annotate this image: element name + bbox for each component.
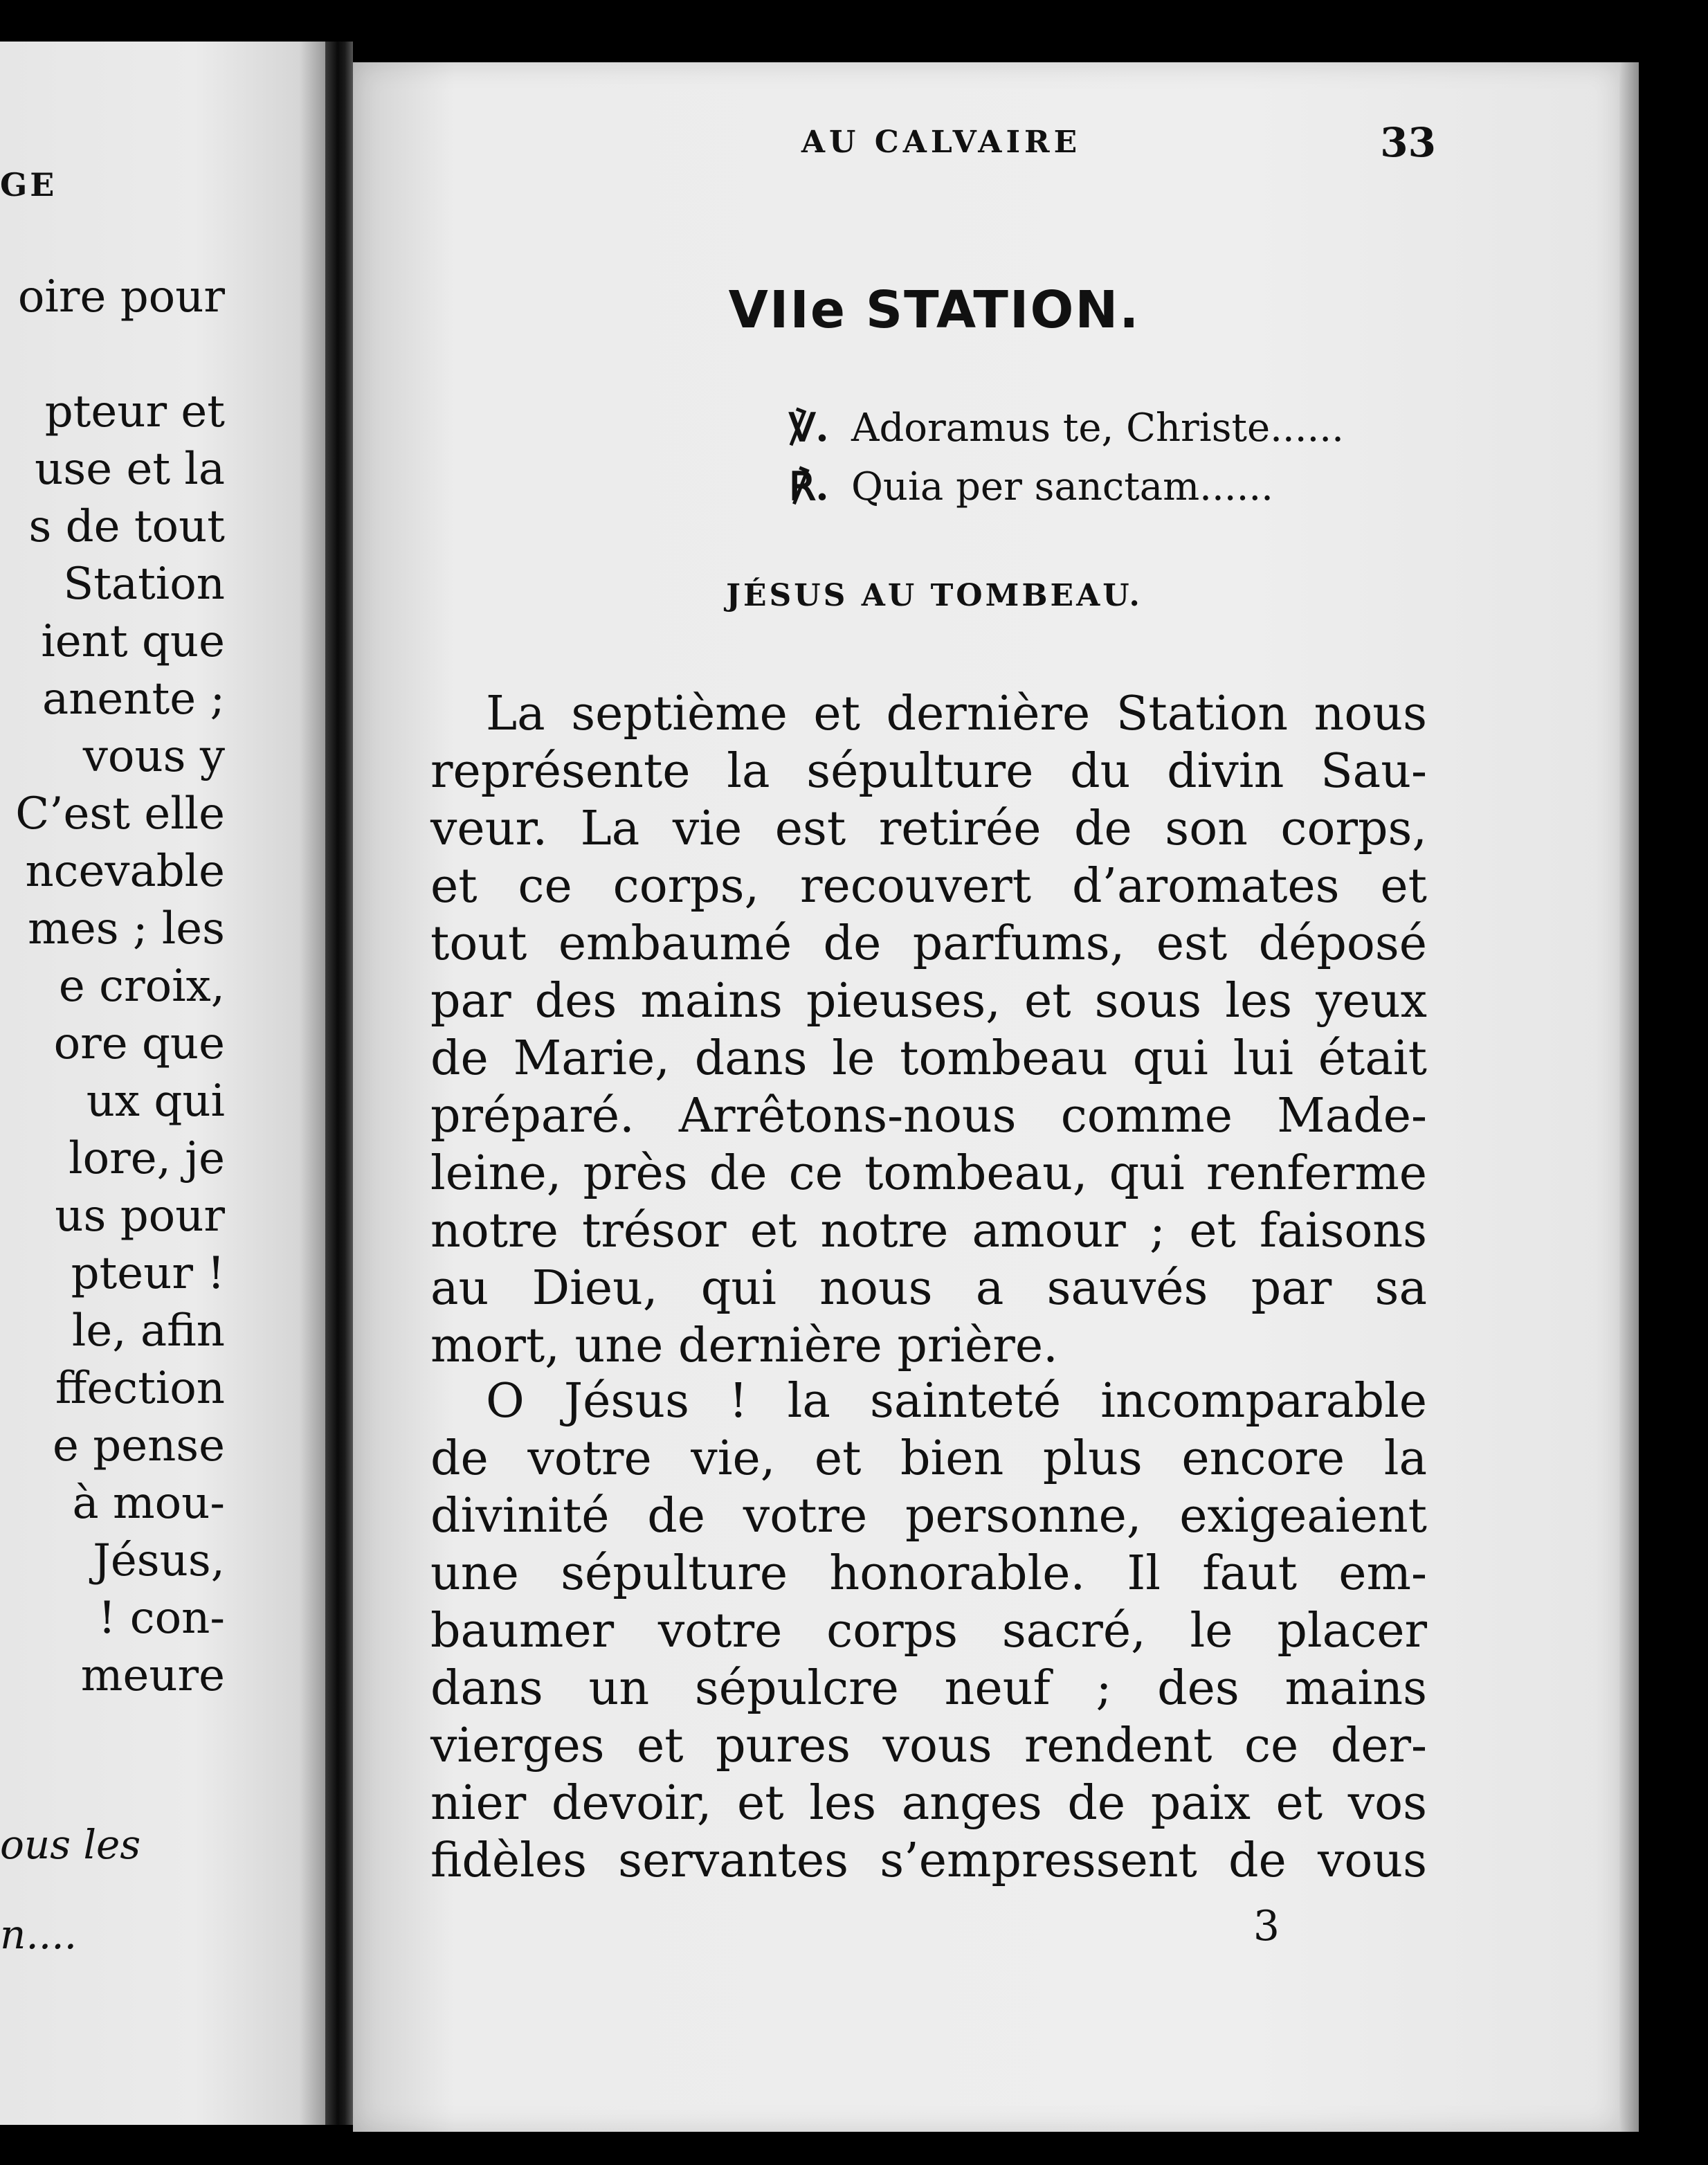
paragraph-line: mort, une dernière prière. — [430, 1319, 1058, 1373]
text-line: use et la — [35, 444, 225, 495]
text-line: à mou- — [72, 1478, 225, 1529]
page-edge-shadow — [1619, 62, 1639, 2132]
paragraph-line: par des mains pieuses, et sous les yeux — [430, 974, 1427, 1029]
response-symbol: ℟. — [789, 464, 829, 509]
running-head: AU CALVAIRE — [801, 125, 1082, 160]
text-line: oire pour — [17, 271, 225, 323]
text-line: lore, je — [69, 1133, 225, 1184]
text-line: ncevable — [25, 846, 225, 897]
paragraph-line: préparé. Arrêtons-nous comme Made- — [430, 1089, 1427, 1143]
page-number: 33 — [1380, 119, 1436, 166]
paragraph-line: baumer votre corps sacré, le placer — [430, 1604, 1427, 1658]
versicle-text: Adoramus te, Christe...... — [851, 406, 1344, 451]
paragraph-line: notre trésor et notre amour ; et faisons — [430, 1204, 1427, 1258]
text-line: ux qui — [86, 1076, 225, 1127]
paragraph-line: dans un sépulcre neuf ; des mains — [430, 1661, 1427, 1716]
text-line: mes ; les — [28, 903, 225, 954]
text-line: C’est elle — [15, 788, 225, 840]
text-line: ffection — [55, 1363, 225, 1414]
text-line: le, afin — [71, 1305, 225, 1357]
paragraph-line: La septième et dernière Station nous — [486, 687, 1427, 741]
previous-page-running-head: GE — [0, 166, 57, 203]
versicle-symbol: ℣. — [789, 405, 829, 451]
previous-page-italic-text — [0, 1800, 163, 1980]
text-line: ! con- — [98, 1593, 225, 1644]
paragraph-line: et ce corps, recouvert d’aromates et — [430, 859, 1427, 914]
text-line: anente ; — [42, 673, 225, 725]
text-line: pteur et — [44, 386, 225, 437]
paragraph-line: divinité de votre personne, exigeaient — [430, 1489, 1427, 1543]
text-line — [0, 326, 225, 383]
text-line: e croix, — [58, 961, 225, 1012]
text-line: us pour — [55, 1190, 225, 1242]
text-line: ient que — [41, 616, 225, 667]
versicle-line — [789, 405, 1439, 451]
paragraph-line: O Jésus ! la sainteté incomparable — [486, 1374, 1427, 1429]
text-line: Jésus, — [93, 1535, 225, 1586]
paragraph-line: fidèles servantes s’empressent de vous — [430, 1833, 1427, 1888]
signature-mark: 3 — [1253, 1902, 1280, 1950]
text-line: meure — [80, 1650, 225, 1701]
paragraph-line: de Marie, dans le tombeau qui lui était — [430, 1031, 1427, 1086]
text-line: vous y — [82, 731, 225, 782]
paragraph-line: de votre vie, et bien plus encore la — [430, 1431, 1427, 1486]
paragraph-line: leine, près de ce tombeau, qui renferme — [430, 1146, 1427, 1201]
paragraph-line: nier devoir, et les anges de paix et vos — [430, 1776, 1427, 1831]
station-title: VIIe STATION. — [728, 280, 1141, 340]
response-line — [789, 464, 1439, 509]
paragraph-prayer — [430, 1373, 1427, 1890]
italic-line: n.... — [0, 1911, 78, 1958]
text-line: Station — [63, 559, 225, 610]
paragraph-line: au Dieu, qui nous a sauvés par sa — [430, 1261, 1427, 1316]
paragraph-line: représente la sépulture du divin Sau- — [430, 744, 1427, 799]
section-subtitle: JÉSUS AU TOMBEAU. — [726, 578, 1143, 613]
book-binding-gutter — [325, 42, 353, 2125]
previous-page-text — [0, 269, 225, 1705]
paragraph-line: une sépulture honorable. Il faut em- — [430, 1546, 1427, 1601]
paragraph-meditation — [430, 685, 1427, 1375]
text-line: e pense — [53, 1420, 225, 1471]
paragraph-line: veur. La vie est retirée de son corps, — [430, 801, 1427, 856]
text-line: s de tout — [28, 501, 225, 552]
response-text: Quia per sanctam...... — [851, 464, 1273, 509]
paragraph-line: tout embaumé de parfums, est déposé — [430, 916, 1427, 971]
text-line: pteur ! — [71, 1248, 225, 1299]
previous-page — [0, 42, 325, 2125]
italic-line: ous les — [0, 1821, 141, 1868]
text-line: ore que — [53, 1018, 225, 1069]
paragraph-line: vierges et pures vous rendent ce der- — [430, 1719, 1427, 1773]
